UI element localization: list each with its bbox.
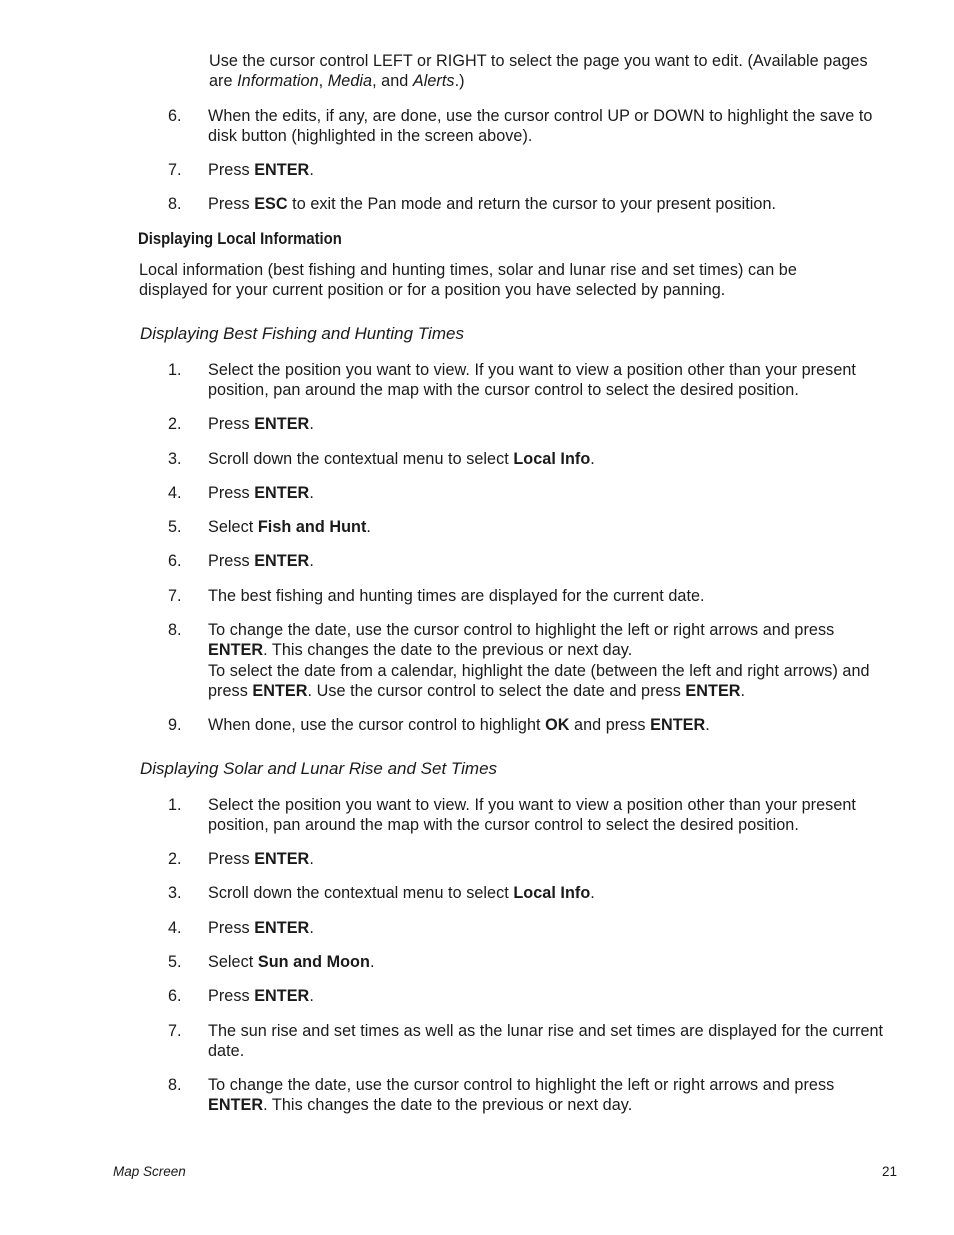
text-fragment: Press (208, 850, 255, 868)
text-fragment: , (318, 72, 328, 91)
text-fragment: . (309, 850, 314, 868)
text-fragment: . (366, 518, 371, 536)
list-text (208, 620, 898, 702)
list-number: 3. (168, 884, 182, 902)
list-text (208, 414, 898, 434)
button-name: OK (545, 716, 570, 734)
text-fragment: . (740, 682, 746, 701)
list-text: Select the position you want to view. If you want to view a position other than your present position, pan around the map with the cursor control to select the desired position. (208, 361, 856, 400)
continued-step-text (209, 51, 899, 92)
key-name: ENTER (208, 1096, 264, 1115)
list-number: 8. (168, 1076, 182, 1094)
text-fragment: Press (208, 484, 255, 502)
key-name: ENTER (254, 919, 310, 937)
list-number: 7. (168, 161, 182, 179)
text-fragment: Press (208, 987, 255, 1005)
list-number: 5. (168, 953, 182, 971)
list-number: 6. (168, 987, 182, 1005)
page-number: 21 (881, 1164, 897, 1179)
list-text (208, 449, 898, 469)
key-name: ENTER (254, 484, 310, 502)
text-fragment: . (309, 919, 314, 937)
list-number: 1. (168, 796, 182, 814)
text-line: Use the cursor control LEFT or RIGHT to select the page you want to edit. (Available pages (209, 52, 868, 70)
list-text (208, 715, 898, 735)
text-fragment: Press (208, 415, 255, 433)
key-name: ENTER (254, 987, 310, 1005)
text-fragment: . (309, 415, 314, 433)
list-number: 7. (168, 587, 182, 605)
text-fragment: . (590, 884, 595, 902)
key-name: ESC (254, 195, 288, 213)
text-fragment: . (309, 484, 314, 502)
text-fragment: . (369, 953, 375, 971)
text-fragment: are (209, 72, 238, 91)
menu-option-name: Local Info (513, 450, 591, 468)
text-fragment: . (590, 450, 595, 468)
list-text (208, 918, 898, 938)
footer-chapter-title: Map Screen (113, 1164, 186, 1179)
list-number: 2. (168, 415, 182, 433)
key-name: ENTER (254, 850, 310, 868)
emphasis-media: Media (327, 72, 373, 91)
text-line: To change the date, use the cursor control to highlight the left or right arrows and press (208, 621, 835, 639)
list-number: 2. (168, 850, 182, 868)
list-text (208, 986, 898, 1006)
section-intro: Local information (best fishing and hunting times, solar and lunar rise and set times) can be displayed for your current position or for a position you have selected by panning. (139, 261, 797, 300)
text-fragment: . (705, 716, 710, 734)
text-fragment: Press (208, 919, 255, 937)
text-fragment: Press (208, 161, 255, 179)
list-text (208, 849, 898, 869)
text-fragment: to exit the Pan mode and return the cursor to your present position. (287, 195, 777, 213)
key-name: ENTER (254, 552, 310, 570)
list-text: Select the position you want to view. If you want to view a position other than your present position, pan around the map with the cursor control to select the desired position. (208, 796, 856, 835)
text-fragment: When done, use the cursor control to highlight (208, 716, 546, 734)
menu-option-name: Fish and Hunt (257, 518, 367, 536)
text-fragment: . (309, 161, 314, 179)
menu-option-name: Local Info (513, 884, 591, 902)
list-number: 4. (168, 484, 182, 502)
text-fragment: Scroll down the contextual menu to select (208, 450, 514, 468)
section-heading: Displaying Local Information (138, 230, 342, 248)
text-fragment: .) (454, 72, 465, 91)
list-text (208, 194, 898, 214)
text-fragment: Press (208, 552, 255, 570)
list-text: When the edits, if any, are done, use the cursor control UP or DOWN to highlight the save to disk button (highlighted in the screen above). (208, 107, 873, 146)
list-text (208, 517, 898, 537)
list-number: 5. (168, 518, 182, 536)
text-fragment: Select (208, 953, 258, 971)
key-name: ENTER (254, 415, 310, 433)
list-text (208, 160, 898, 180)
list-text (208, 883, 898, 903)
text-fragment: . (309, 987, 314, 1005)
list-number: 1. (168, 361, 182, 379)
text-fragment: . Use the cursor control to select the date and press (307, 682, 686, 701)
key-name: ENTER (650, 716, 706, 734)
list-text (208, 551, 898, 571)
list-number: 8. (168, 195, 182, 213)
list-number: 9. (168, 716, 182, 734)
list-text: The sun rise and set times as well as the lunar rise and set times are displayed for the current date. (208, 1022, 884, 1061)
subsection-title: Displaying Best Fishing and Hunting Times (140, 324, 464, 343)
list-number: 6. (168, 552, 182, 570)
text-fragment: Scroll down the contextual menu to select (208, 884, 514, 902)
text-fragment: and press (569, 716, 651, 734)
text-fragment: press (208, 682, 253, 701)
text-fragment: . (309, 552, 314, 570)
list-text (208, 483, 898, 503)
text-fragment: . This changes the date to the previous or next day. (263, 641, 633, 660)
text-fragment: Select (208, 518, 258, 536)
list-text (208, 952, 898, 972)
key-name: ENTER (685, 682, 741, 701)
list-number: 3. (168, 450, 182, 468)
list-text: The best fishing and hunting times are displayed for the current date. (208, 587, 705, 605)
menu-option-name: Sun and Moon (257, 953, 370, 971)
emphasis-alerts: Alerts (412, 72, 455, 91)
key-name: ENTER (252, 682, 308, 701)
list-number: 7. (168, 1022, 182, 1040)
text-fragment: , and (372, 72, 413, 91)
key-name: ENTER (208, 641, 264, 660)
list-number: 8. (168, 621, 182, 639)
text-line: To change the date, use the cursor control to highlight the left or right arrows and press (208, 1076, 835, 1094)
list-number: 6. (168, 107, 182, 125)
subsection-title: Displaying Solar and Lunar Rise and Set Times (140, 759, 498, 778)
emphasis-information: Information (237, 72, 319, 91)
list-number: 4. (168, 919, 182, 937)
list-text (208, 1075, 898, 1116)
text-line: To select the date from a calendar, highlight the date (between the left and right arrows) and (208, 661, 870, 680)
text-fragment: Press (208, 195, 255, 213)
key-name: ENTER (254, 161, 310, 179)
text-fragment: . This changes the date to the previous or next day. (263, 1096, 633, 1115)
